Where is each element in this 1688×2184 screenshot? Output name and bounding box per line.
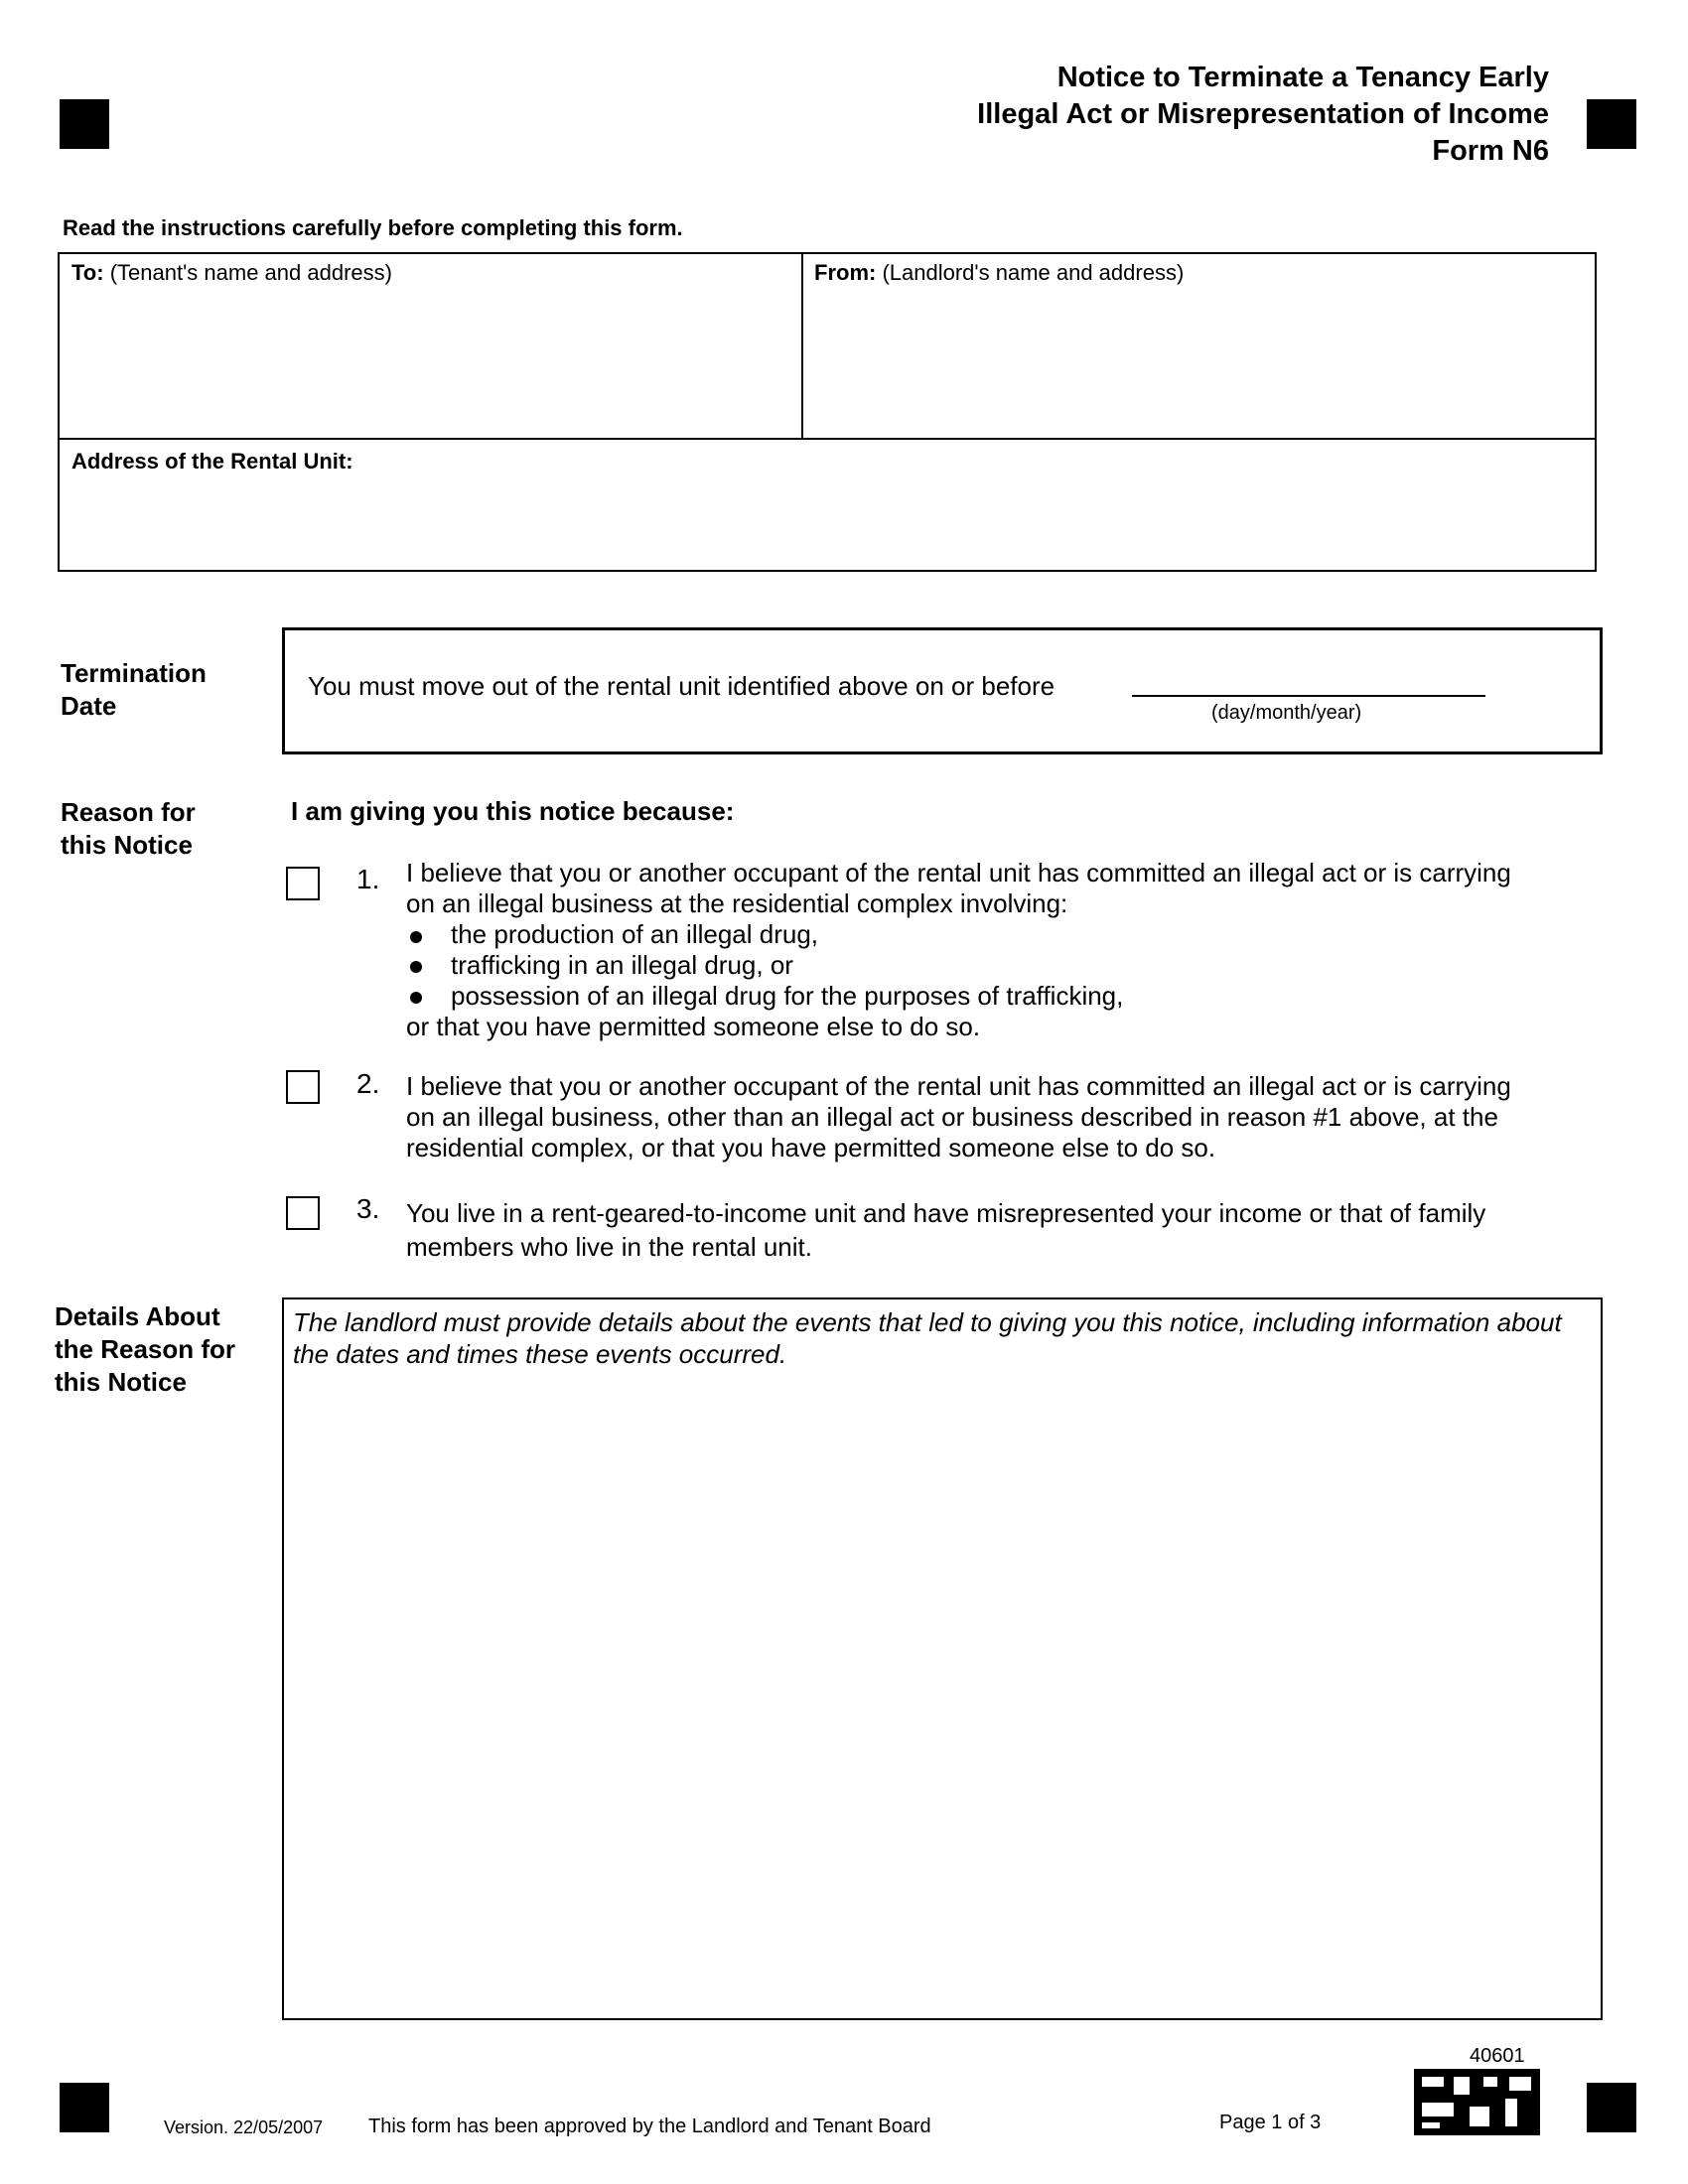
reason-1-bullet-3: possession of an illegal drug for the purposes of trafficking, xyxy=(451,981,1124,1011)
termination-date-field[interactable] xyxy=(1132,665,1485,695)
details-prompt: The landlord must provide details about the events that led to giving you this notice, including information about the dates and times these events occurred. xyxy=(293,1307,1562,1369)
to-field[interactable] xyxy=(71,260,392,286)
termination-date-line xyxy=(1132,695,1485,697)
form-title-line2: Illegal Act or Misrepresentation of Income xyxy=(977,98,1549,130)
reason-2-text: I believe that you or another occupant of the rental unit has committed an illegal act or is carrying on an illegal business, other than an illegal act or business described in reason #1 above, at the residential complex, or that you have permitted someone else to do so. xyxy=(406,1071,1511,1162)
reason-1-bullet-1: the production of an illegal drug, xyxy=(451,919,819,949)
party-divider-horizontal xyxy=(58,438,1597,440)
reason-3-number: 3. xyxy=(356,1193,380,1224)
bullet-icon xyxy=(410,931,422,943)
rental-unit-address-label: Address of the Rental Unit: xyxy=(71,449,353,474)
registration-mark-top-right xyxy=(1587,99,1636,149)
reason-1-bullet-2: trafficking in an illegal drug, or xyxy=(451,950,793,980)
version-text: Version. 22/05/2007 xyxy=(164,2117,324,2137)
details-label: Details About the Reason for this Notice xyxy=(55,1301,236,1397)
bullet-icon xyxy=(410,961,422,973)
termination-date-label: Termination Date xyxy=(61,658,207,721)
page-number: Page 1 of 3 xyxy=(1219,2112,1322,2133)
from-hint: (Landlord's name and address) xyxy=(882,260,1185,285)
termination-date-text: You must move out of the rental unit identified above on or before xyxy=(308,671,1055,701)
form-title xyxy=(977,60,1549,170)
reason-2-number: 2. xyxy=(356,1068,380,1099)
form-title-line1: Notice to Terminate a Tenancy Early xyxy=(1056,62,1549,93)
registration-mark-top-left xyxy=(60,99,109,149)
to-hint: (Tenant's name and address) xyxy=(109,260,392,285)
form-title-line3: Form N6 xyxy=(1432,135,1549,167)
details-box[interactable] xyxy=(282,1297,1603,2020)
to-label: To: xyxy=(71,260,104,285)
reason-label: Reason for this Notice xyxy=(61,797,196,860)
reason-3-checkbox[interactable] xyxy=(286,1196,320,1230)
reason-3-text: You live in a rent-geared-to-income unit and have misrepresented your income or that of family members who live in the rental unit. xyxy=(406,1198,1486,1262)
reason-1-checkbox[interactable] xyxy=(286,867,320,900)
reason-1-closing: or that you have permitted someone else to do so. xyxy=(406,1012,981,1041)
registration-mark-bottom-left xyxy=(60,2083,109,2132)
barcode-icon xyxy=(1414,2069,1540,2135)
reason-1-text: I believe that you or another occupant of the rental unit has committed an illegal act or is carrying on an illegal business at the residential complex involving: xyxy=(406,858,1511,918)
reason-2-checkbox[interactable] xyxy=(286,1070,320,1104)
termination-date-hint: (day/month/year) xyxy=(1211,702,1362,724)
from-field[interactable] xyxy=(814,260,1184,286)
registration-mark-bottom-right xyxy=(1587,2083,1636,2132)
form-code: 40601 xyxy=(1470,2045,1525,2067)
bullet-icon xyxy=(410,992,422,1004)
party-divider-vertical xyxy=(801,252,803,439)
reason-intro: I am giving you this notice because: xyxy=(291,796,735,826)
approval-text: This form has been approved by the Landlord and Tenant Board xyxy=(368,2116,931,2137)
reason-1-number: 1. xyxy=(356,864,380,894)
from-label: From: xyxy=(814,260,877,285)
rental-unit-address-field[interactable] xyxy=(60,477,1595,570)
instructions-note: Read the instructions carefully before completing this form. xyxy=(63,215,683,240)
